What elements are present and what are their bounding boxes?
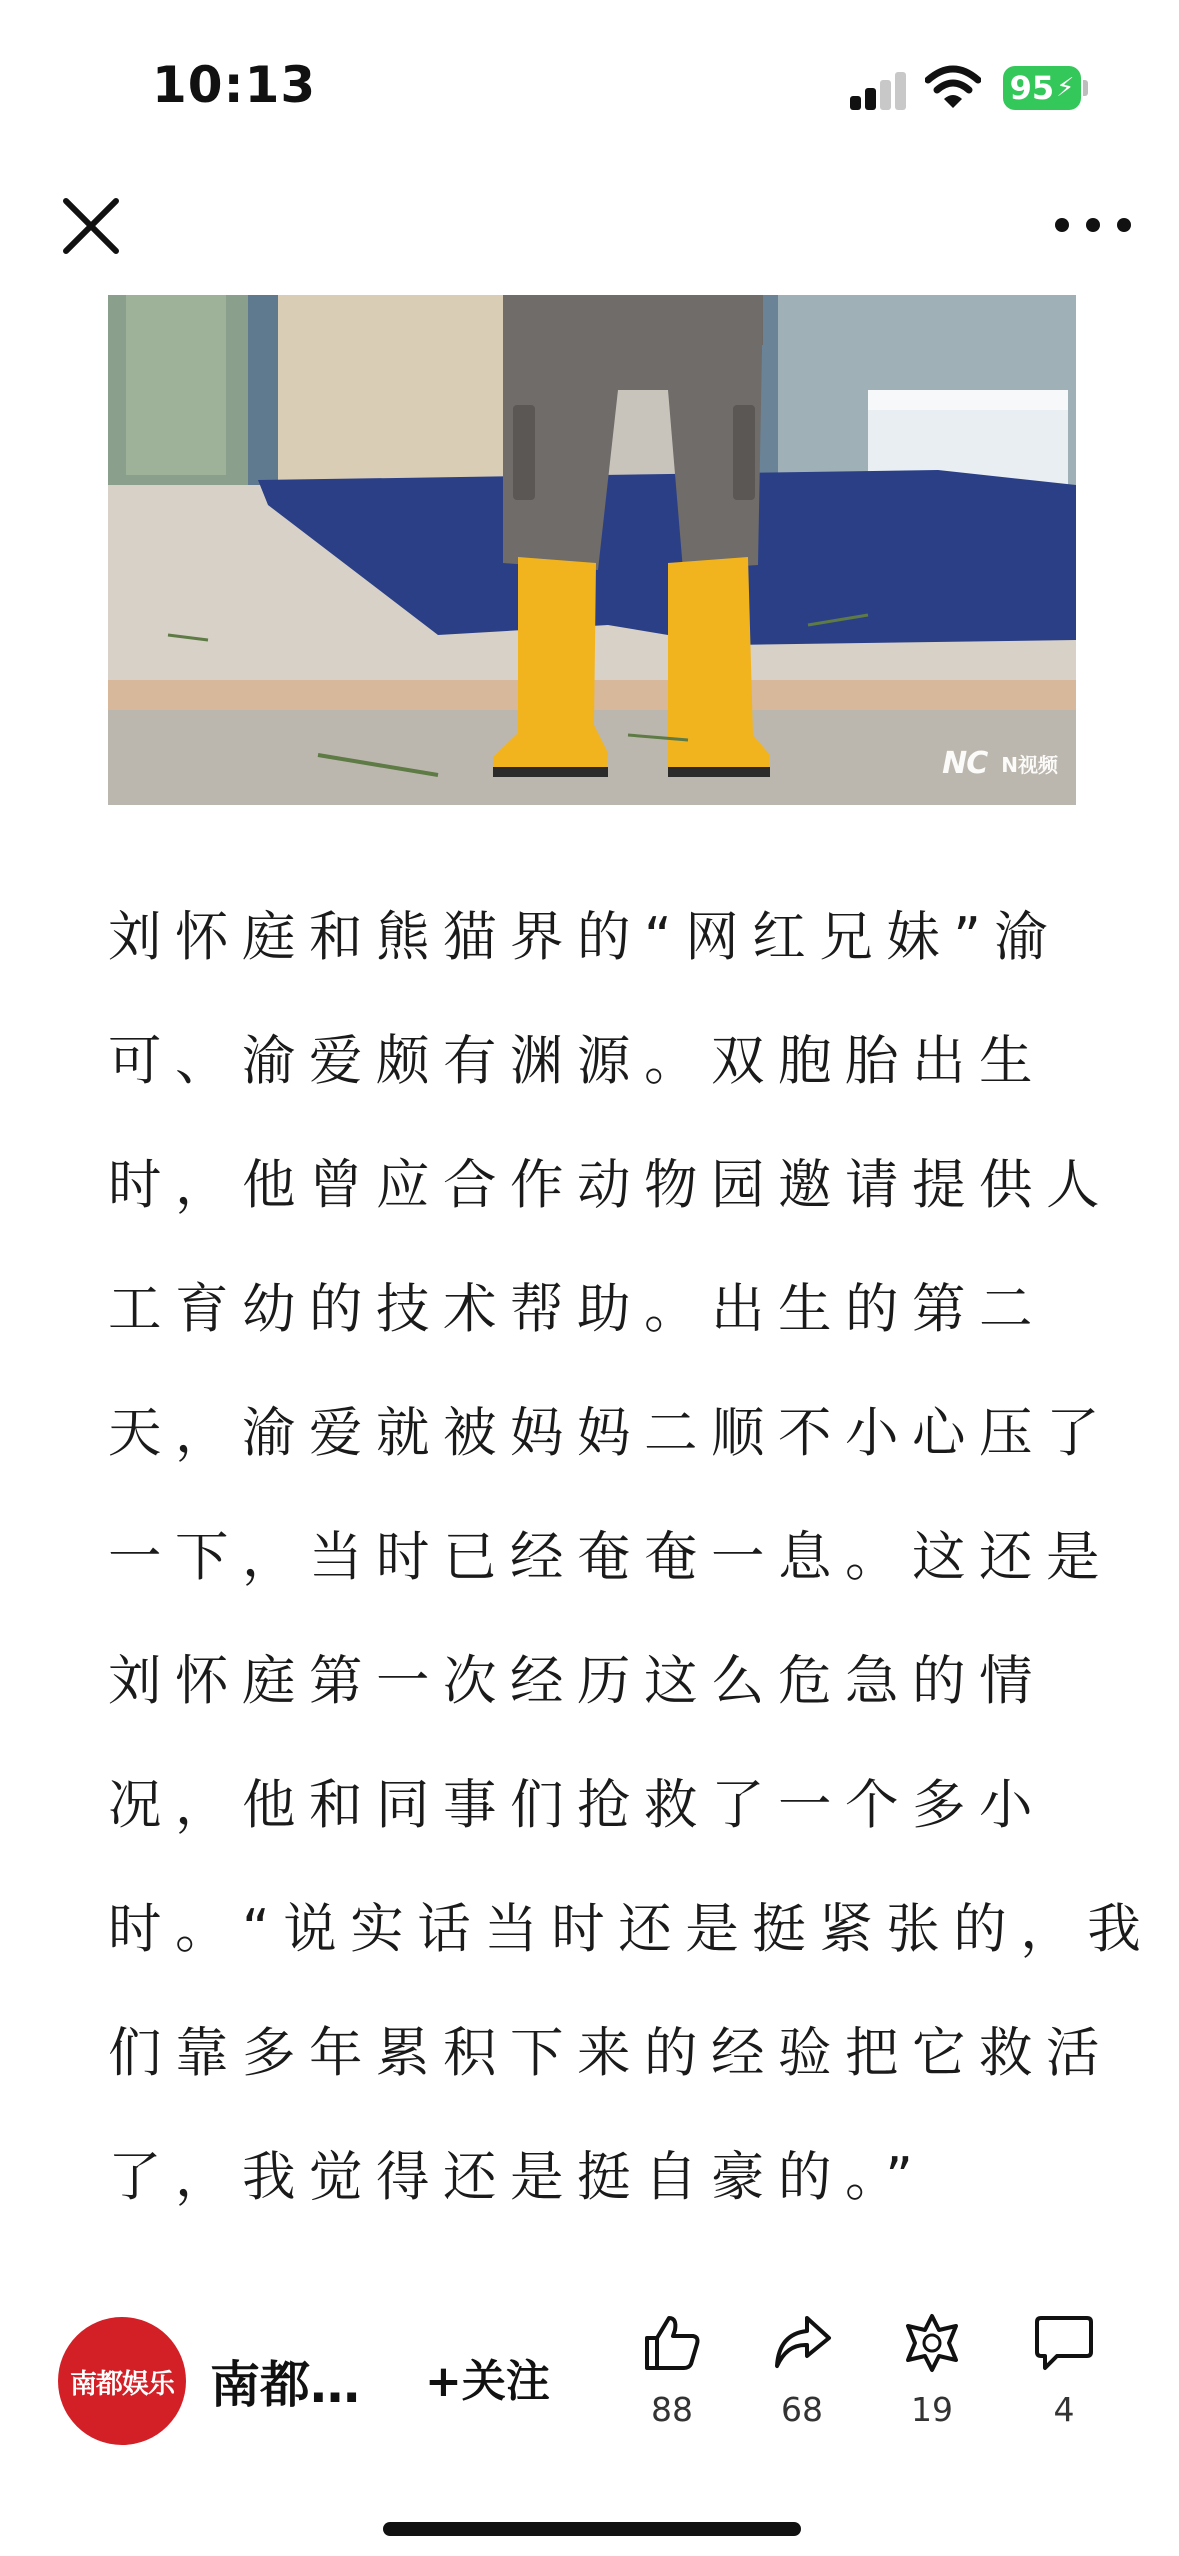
photo-watermark [942,746,1058,781]
share-button[interactable] [752,2312,852,2429]
article-line: 工育幼的技术帮助。出生的第二 [108,1277,1046,1340]
article-line: 一下，当时已经奄奄一息。这还是 [108,1525,1113,1588]
avatar-text: 南都娱乐 [70,2368,174,2400]
author-name[interactable]: 南都… [210,2356,360,2414]
article-body [108,875,1155,2239]
like-count: 88 [651,2390,693,2429]
article-photo [108,295,1076,805]
author-avatar[interactable] [58,2317,186,2445]
video-brand-label: N视频 [1001,753,1058,777]
nd-logo: NC [942,746,988,781]
wifi-icon [925,64,981,110]
charging-bolt-icon: ⚡ [1056,73,1075,103]
follow-button[interactable]: +关注 [425,2356,550,2407]
article-line: 刘怀庭和熊猫界的“网红兄妹”渝 [108,905,1062,968]
article-line: 时。“说实话当时还是挺紧张的，我 [108,1897,1155,1960]
status-time: 10:13 [152,56,317,114]
home-indicator[interactable] [383,2522,801,2536]
share-arrow-icon [771,2312,833,2374]
cellular-signal-icon [850,72,908,110]
comment-button[interactable] [1014,2312,1114,2429]
status-bar [0,0,1179,150]
comment-count: 4 [1053,2390,1075,2429]
battery-indicator [1003,66,1081,110]
share-count: 68 [781,2390,823,2429]
article-paragraph [108,875,1155,2239]
favorite-button[interactable] [882,2312,982,2429]
like-button[interactable] [622,2312,722,2429]
battery-nub [1083,80,1088,96]
more-options-icon[interactable] [1055,210,1131,240]
battery-level: 95 [1009,69,1055,107]
close-icon[interactable] [60,195,122,257]
thumbs-up-icon [641,2312,703,2374]
comment-bubble-icon [1033,2312,1095,2374]
article-line: 况，他和同事们抢救了一个多小 [108,1773,1046,1836]
article-line: 刘怀庭第一次经历这么危急的情 [108,1649,1046,1712]
article-line: 时，他曾应合作动物园邀请提供人 [108,1153,1113,1216]
favorite-count: 19 [911,2390,953,2429]
star-icon [901,2312,963,2374]
article-line: 天，渝爱就被妈妈二顺不小心压了 [108,1401,1113,1464]
article-line: 了，我觉得还是挺自豪的。” [108,2145,927,2208]
article-line: 们靠多年累积下来的经验把它救活 [108,2021,1113,2084]
article-line: 可、渝爱颇有渊源。双胞胎出生 [108,1029,1046,1092]
